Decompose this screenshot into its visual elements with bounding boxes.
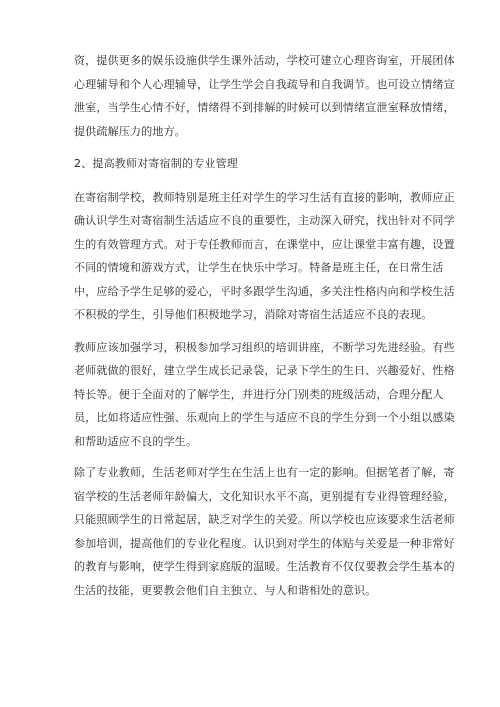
paragraph-training	[74, 336, 455, 454]
text-line: 特长等。便于全面对的了解学生，并进行分门别类的班级活动，合理分配人	[74, 387, 444, 401]
paragraph-teachers	[74, 186, 455, 327]
text-line: 教师应该加强学习，积极参加学习组织的培训讲座，不断学习先进经验。有些	[74, 340, 455, 354]
text-line: 生的有效管理方式。对于专任教师而言，在课堂中，应让课堂丰富有趣，设置	[74, 237, 455, 251]
text-line: 泄室，当学生心情不好，情绪得不到排解的时候可以到情绪宣泄室释放情绪，	[74, 101, 455, 114]
text-line: 参加培训，提高他们的专业化程度。认识到对学生的体贴与关爱是一种非常好	[74, 536, 455, 550]
text-line: 的教育与影响，使学生得到家庭版的温暖。生活教育不仅仅要教会学生基本的	[74, 560, 455, 573]
text-line: 宿学校的生活老师年龄偏大，文化知识水平不高，更别提有专业得管理经验，	[74, 489, 455, 503]
text-line: 确认识学生对寄宿制生活适应不良的重要性，主动深入研究，找出针对不同学	[74, 214, 455, 227]
section-heading: 2、提高教师对寄宿制的专业管理	[74, 157, 238, 170]
text-line: 心理辅导和个人心理辅导，让学生学会自我疏导和自我调节。也可设立情绪宣	[74, 77, 455, 91]
text-line: 中，应给予学生足够的爱心，平时多跟学生沟通，多关注性格内向和学校生活	[74, 284, 455, 298]
paragraph-intro	[74, 49, 455, 143]
text-line: 只能照顾学生的日常起居，缺乏对学生的关爱。所以学校也应该要求生活老师	[74, 513, 455, 526]
text-line: 不积极的学生，引导他们积极地学习，消除对寄宿生活适应不良的表现。	[74, 308, 433, 321]
text-line: 生活的技能，更要教会他们自主独立、与人和谐相处的意识。	[74, 583, 377, 597]
document-body	[74, 49, 455, 611]
text-line: 提供疏解压力的地方。	[74, 124, 186, 138]
text-line: 老师就做的很好，建立学生成长记录袋，记录下学生的生日、兴趣爱好、性格	[74, 364, 455, 377]
text-line: 资，提供更多的娱乐设施供学生课外活动，学校可建立心理咨询室，开展团体	[74, 54, 455, 67]
text-line: 和帮助适应不良的学生。	[74, 434, 198, 448]
text-line: 除了专业教师，生活老师对学生在生活上也有一定的影响。但据笔者了解，寄	[74, 466, 455, 479]
text-line: 员，比如将适应性强、乐观向上的学生与适应不良的学生分到一个小组以感染	[74, 411, 455, 424]
text-line: 不同的情境和游戏方式，让学生在快乐中学习。特备是班主任，在日常生活	[74, 261, 444, 274]
paragraph-life-teachers	[74, 461, 455, 602]
text-line: 在寄宿制学校，教师特别是班主任对学生的学习生活有直接的影响，教师应正	[74, 190, 455, 204]
